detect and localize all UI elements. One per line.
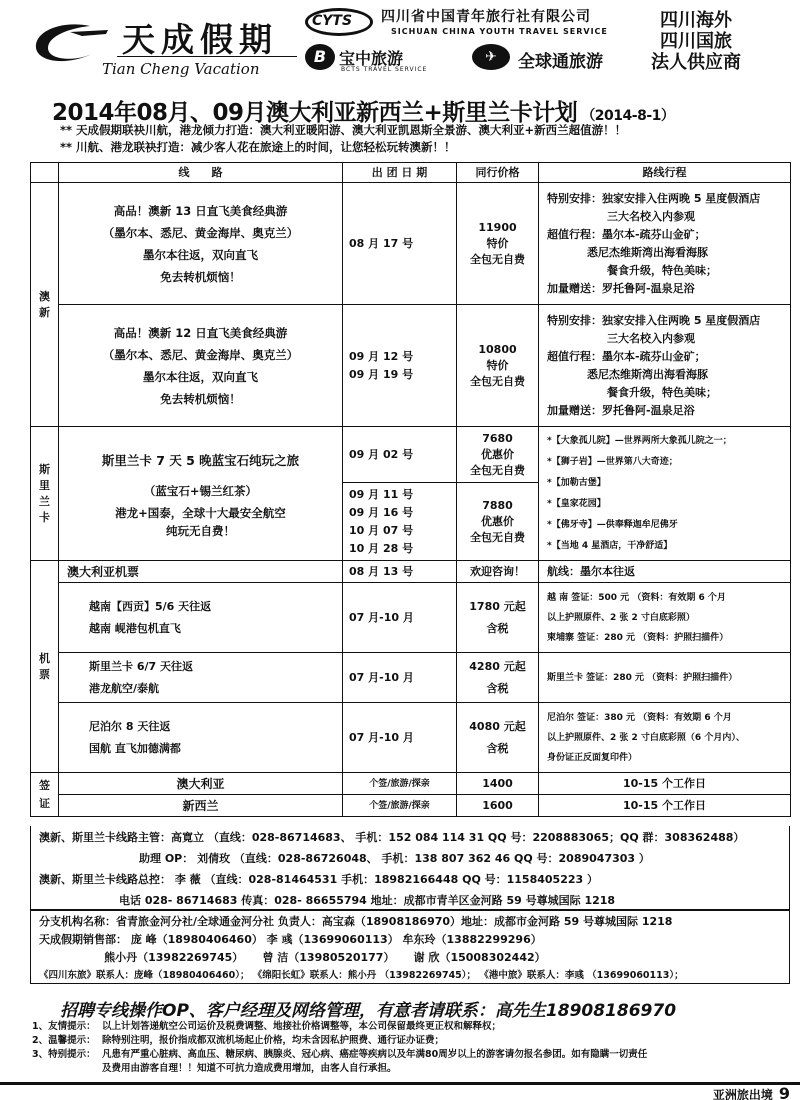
tip-line: 1、友情提示： 以上计划答递航空公司运价及税费调整、地接社价格调整等，本公司保留最终更正权和解释权； [32,1021,502,1032]
itinerary-table [30,162,791,817]
table-row [31,583,791,653]
itinerary-cell: 特别安排：独家安排入住两晚 5 星度假酒店 三大名校入内参观 超值行程：墨尔本-疏芬山金矿； 悉尼杰维斯湾出海看海豚 餐食升级，特色美味； 加量赠送：罗托鲁阿-温泉足浴 [539,183,791,305]
table-row [31,183,791,305]
cyts-en: SICHUAN CHINA YOUTH TRAVEL SERVICE [391,27,608,36]
logo-rule [117,56,297,57]
header-cell: 同行价格 [457,163,539,183]
route-cell: 越南【西贡】5/6 天往返 越南 岘港包机直飞 [59,583,343,653]
itinerary-cell: 航线：墨尔本往返 [539,561,791,583]
category-air: 机 票 [31,561,59,773]
route-cell: 澳大利亚机票 [59,561,343,583]
header-cell: 线 路 [59,163,343,183]
visa-days: 10-15 个工作日 [539,795,791,817]
table-row [31,703,791,773]
dates-cell: 09 月 12 号 09 月 19 号 [343,305,457,427]
table-row [31,795,791,817]
route-cell: 斯里兰卡 6/7 天往返 港龙航空/泰航 [59,653,343,703]
title-date: （2014-8-1） [581,108,675,124]
supplier-line: 四川海外 [660,10,732,31]
visa-country: 新西兰 [59,795,343,817]
tian-cheng-logo-cn: 天成假期 [122,20,278,59]
page-number: 9 [778,1084,790,1100]
visa-days: 10-15 个工作日 [539,773,791,795]
category-srilanka: 斯 里 兰 卡 [31,427,59,561]
itinerary-cell: *【大象孤儿院】—世界两所大象孤儿院之一； *【狮子岩】—世界第八大奇迹； *【加勒古堡】 *【皇家花园】 *【佛牙寺】—供奉释迦牟尼佛牙 *【当地 4 星酒店，干净舒适】 [539,427,791,561]
visa-country: 澳大利亚 [59,773,343,795]
price-cell: 欢迎咨询！ [457,561,539,583]
table-row [31,561,791,583]
table-row [31,305,791,427]
itinerary-cell: 斯里兰卡 签证：280 元 （资料：护照扫描件） [539,653,791,703]
plane-icon: ✈ [472,44,510,70]
dates-cell: 09 月 11 号 09 月 16 号 10 月 07 号 10 月 28 号 [343,483,457,561]
cyts-mark-icon [305,8,373,36]
supplier-line: 法人供应商 [651,52,741,73]
route-cell: 高品！澳新 12 日直飞美食经典游 （墨尔本、悉尼、黄金海岸、奥克兰） 墨尔本往返，双向直飞 免去转机烦恼！ [59,305,343,427]
title-main: 2014年08月、09月澳大利亚新西兰+斯里兰卡计划 [52,100,578,126]
price-cell: 7680 优惠价 全包无自费 [457,427,539,483]
contact-line: 澳新、斯里兰卡线路总控： 李 薇 （直线：028-81464531 手机：18982166448 QQ 号：1158405223 ） [39,873,598,886]
intro-line-1: ** 天成假期联袂川航，港龙倾力打造：澳大利亚暖阳游、澳大利亚凯恩斯全景游、澳大利亚+新西兰超值游！！ [60,123,627,137]
category-aoxin: 澳 新 [31,183,59,427]
itinerary-cell: 尼泊尔 签证：380 元 （资料：有效期 6 个月 以上护照原件、2 张 2 寸白底彩照（6 个月内）、 身份证正反面复印件） [539,703,791,773]
supplier-line: 四川国旅 [660,31,732,52]
header-cell: 路线行程 [539,163,791,183]
table-header-row [31,163,791,183]
dates-cell: 07 月-10 月 [343,703,457,773]
recruit-banner: 招聘专线操作OP、客户经理及网络管理，有意者请联系：高先生18908186970 [60,1001,677,1021]
tip-line: 2、温馨提示： 除特别注明，报价指成都双流机场起止价格，均未含因私护照费、通行证办证费； [32,1035,445,1046]
footer-rule [0,1082,800,1085]
header-cell [31,163,59,183]
table-row [31,427,791,483]
price-cell: 11900 特价 全包无自费 [457,183,539,305]
category-visa: 签 证 [31,773,59,817]
price-cell: 10800 特价 全包无自费 [457,305,539,427]
intro-line-2: ** 川航、港龙联袂打造：减少客人花在旅途上的时间，让您轻松玩转澳新！！ [60,140,456,154]
branch-line: 分支机构名称：省青旅金河分社/全球通金河分社 负责人：高宝森（18908186970）地址：成都市金河路 59 号尊城国际 1218 [39,915,673,928]
bz-name: 宝中旅游 [339,49,404,68]
price-cell: 4080 元起 含税 [457,703,539,773]
cyts-name: 四川省中国青年旅行社有限公司 [381,9,591,25]
route-cell: 尼泊尔 8 天往返 国航 直飞加德满都 [59,703,343,773]
cyts-mark-text: CYTS [312,13,353,29]
contact-line: 助理 OP： 刘倩玫 （直线：028-86726048、 手机：138 807 362 46 QQ 号：2089047303 ） [139,852,650,865]
contact-line: 电话 028- 86714683 传真：028- 86655794 地址：成都市青羊区金河路 59 号尊城国际 1218 [119,894,616,907]
qqt-logo [472,44,652,76]
price-cell: 7880 优惠价 全包无自费 [457,483,539,561]
branch-line: 熊小丹（13982269745） 曾 洁（13980520177） 谢 欣（15008302442） [39,951,546,964]
contact-block [30,826,790,910]
visa-type: 个签/旅游/探亲 [343,773,457,795]
table-row [31,653,791,703]
bz-mark-icon: B [305,44,335,70]
header-cell: 出 团 日 期 [343,163,457,183]
branch-line: 天成假期销售部： 庞 峰（18980406460） 李 彧（13699060113） 牟东玲（13882299296） [39,933,542,946]
tip-line: 3、特别提示： 凡患有严重心脏病、高血压、糖尿病、胰腺炎、冠心病、癌症等疾病以及年满80周岁以上的游客请勿报名参团。如有隐瞒一切责任 [32,1049,648,1060]
tip-line: 及费用由游客自理！！知道不可抗力造成费用增加，由客人自行承担。 [102,1063,397,1074]
dates-cell: 08 月 17 号 [343,183,457,305]
cyts-logo [305,6,645,42]
visa-price: 1600 [457,795,539,817]
table-row [31,773,791,795]
qqt-name: 全球通旅游 [518,52,603,72]
dates-cell: 09 月 02 号 [343,427,457,483]
visa-price: 1400 [457,773,539,795]
visa-type: 个签/旅游/探亲 [343,795,457,817]
footer [713,1084,790,1100]
branches-block [30,910,790,984]
itinerary-cell: 特别安排：独家安排入住两晚 5 星度假酒店 三大名校入内参观 超值行程：墨尔本-疏芬山金矿； 悉尼杰维斯湾出海看海豚 餐食升级，特色美味； 加量赠送：罗托鲁阿-温泉足浴 [539,305,791,427]
tian-cheng-logo-en: Tian Cheng Vacation [102,60,260,78]
footer-text: 亚洲旅出境 [712,1088,773,1100]
dates-cell: 07 月-10 月 [343,653,457,703]
dates-cell: 08 月 13 号 [343,561,457,583]
tian-cheng-swoosh-icon [30,18,110,68]
bz-en: BCTS TRAVEL SERVICE [341,66,428,73]
contact-line: 澳新、斯里兰卡线路主管：高寛立 （直线：028-86714683、 手机：152 084 114 31 QQ 号：2208883065；QQ 群：308362488） [39,831,745,844]
dates-cell: 07 月-10 月 [343,583,457,653]
tian-cheng-logo [22,8,312,76]
route-cell: 高品！澳新 13 日直飞美食经典游 （墨尔本、悉尼、黄金海岸、奥克兰） 墨尔本往返，双向直飞 免去转机烦恼！ [59,183,343,305]
itinerary-cell: 越 南 签证：500 元 （资料：有效期 6 个月 以上护照原件、2 张 2 寸白底彩照） 柬埔寨 签证：280 元 （资料：护照扫描件） [539,583,791,653]
route-cell: 斯里兰卡 7 天 5 晚蓝宝石纯玩之旅 （蓝宝石+锡兰红茶） 港龙+国泰，全球十大最安全航空 纯玩无自费！ [59,427,343,561]
header [0,0,800,88]
price-cell: 4280 元起 含税 [457,653,539,703]
branch-line: 《四川东旅》联系人：庞峰（18980406460）； 《绵阳长虹》联系人：熊小丹 （13982269745）； 《港中旅》联系人：李彧 （13699060113）； [39,970,684,981]
supplier-badge [648,10,744,73]
price-cell: 1780 元起 含税 [457,583,539,653]
